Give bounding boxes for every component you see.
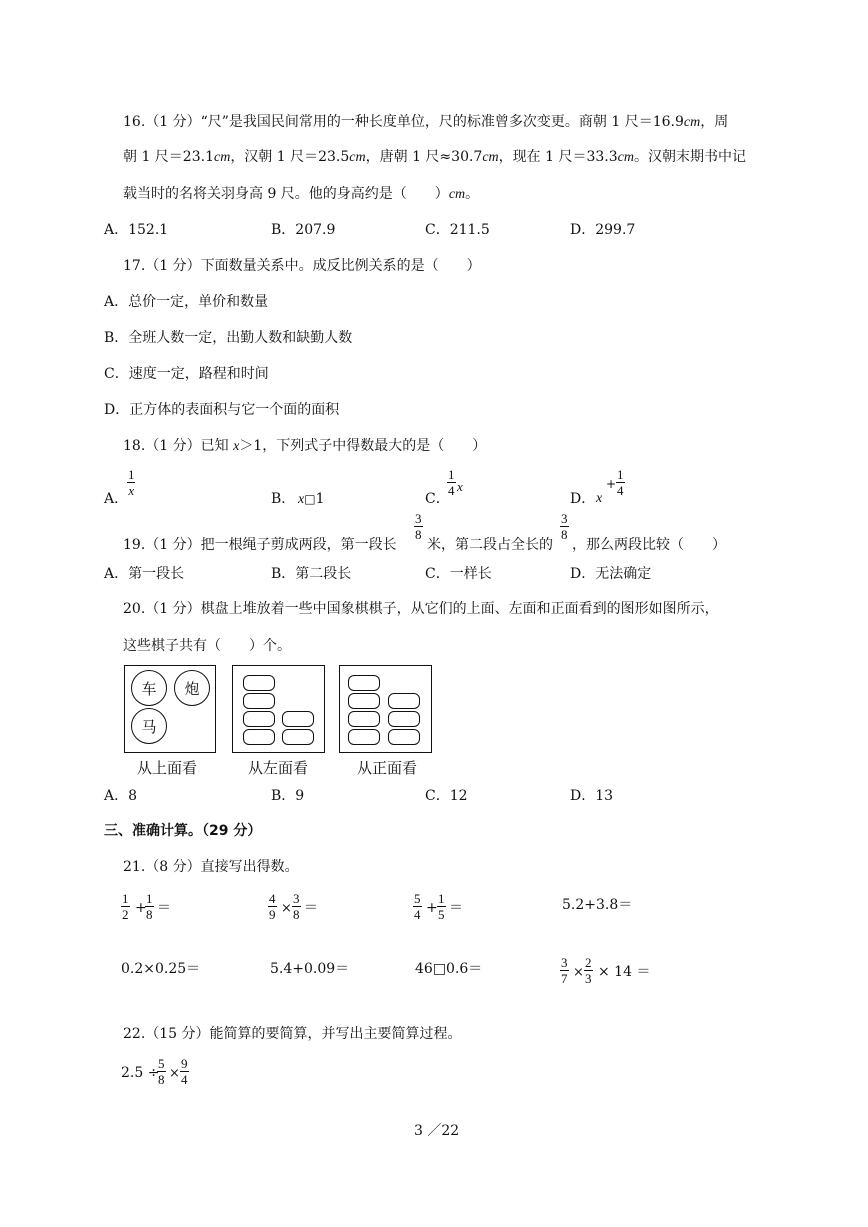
q20-option-b[interactable]: B．9 — [271, 788, 305, 804]
stacked-piece — [243, 693, 275, 709]
fraction: 1 8 — [146, 891, 153, 922]
stacked-piece — [282, 729, 314, 745]
q17-option-d[interactable]: D．正方体的表面积与它一个面的面积 — [104, 402, 340, 418]
stacked-piece — [348, 711, 380, 727]
page-number: 3 ／22 — [414, 1123, 460, 1139]
fraction: 9 4 — [181, 1056, 188, 1087]
fraction: 5 4 — [414, 891, 421, 922]
q18-c-fraction: 1 4 — [448, 467, 455, 498]
q18-label-c: C． — [425, 491, 450, 507]
stacked-piece — [348, 729, 380, 745]
fraction: 2 3 — [585, 955, 592, 986]
q21-r2-b: 5.4+0.09＝ — [270, 961, 350, 977]
q19-option-b[interactable]: B．第二段长 — [271, 566, 352, 582]
q21-stem: 21.（8 分）直接写出得数。 — [123, 859, 299, 875]
q20-option-a[interactable]: A．8 — [104, 788, 138, 804]
q17-option-c[interactable]: C．速度一定，路程和时间 — [104, 366, 269, 382]
section-heading: 三、准确计算。（29 分） — [104, 823, 262, 839]
left-view-figure — [232, 665, 325, 753]
times-sign: × — [573, 965, 584, 980]
q20-option-d[interactable]: D．13 — [570, 788, 614, 804]
q19-fraction-1: 3 8 — [415, 511, 422, 542]
q20-option-c[interactable]: C．12 — [425, 788, 468, 804]
equals-sign: ＝ — [157, 900, 171, 916]
q17-stem: 17.（1 分）下面数量关系中。成反比例关系的是（ ） — [123, 258, 481, 274]
q18-label-b: B． — [271, 491, 296, 507]
q19-stem-c: ，那么两段比较（ ） — [572, 537, 726, 553]
q19-option-d[interactable]: D．无法确定 — [570, 566, 652, 582]
stacked-piece — [243, 729, 275, 745]
front-view-figure — [339, 665, 432, 753]
caption-left-view: 从左面看 — [248, 759, 309, 777]
stacked-piece — [388, 711, 420, 727]
q19-option-c[interactable]: C．一样长 — [425, 566, 492, 582]
q18-label-d: D． — [570, 491, 596, 507]
q18-stem: 18.（1 分）已知 x＞1，下列式子中得数最大的是（ ） — [123, 438, 487, 454]
stacked-piece — [243, 675, 275, 691]
top-view-figure — [124, 665, 216, 753]
times-sign: × — [281, 901, 292, 916]
q17-option-b[interactable]: B．全班人数一定，出勤人数和缺勤人数 — [104, 330, 353, 346]
q19-option-a[interactable]: A．第一段长 — [104, 566, 185, 582]
q16-option-d[interactable]: D．299.7 — [570, 222, 636, 238]
q16-option-c[interactable]: C．211.5 — [425, 222, 490, 238]
q18-d-x: x — [596, 491, 603, 506]
stacked-piece — [348, 675, 380, 691]
chess-piece-che — [131, 670, 167, 706]
equals-sign: ＝ — [304, 900, 318, 916]
q19-stem-b: 米，第二段占全长的 — [427, 537, 553, 553]
stacked-piece — [388, 729, 420, 745]
fraction: 1 5 — [438, 891, 445, 922]
stacked-piece — [388, 693, 420, 709]
fraction: 1 2 — [122, 891, 129, 922]
plus-sign: + — [135, 900, 147, 916]
q18-label-a: A． — [104, 491, 129, 507]
equals-sign: ＝ — [449, 900, 463, 916]
q16-option-a[interactable]: A．152.1 — [104, 222, 169, 238]
piece-label-che: 车 — [141, 679, 157, 698]
fraction: 3 7 — [561, 955, 568, 986]
expression-lead: 2.5 ÷ — [121, 1065, 160, 1081]
plus-sign: + — [426, 900, 438, 916]
stacked-piece — [348, 693, 380, 709]
fraction: 5 8 — [158, 1056, 165, 1087]
q17-option-a[interactable]: A．总价一定，单价和数量 — [104, 294, 269, 310]
stacked-piece — [282, 711, 314, 727]
caption-front-view: 从正面看 — [357, 759, 418, 777]
q16-line3: 载当时的名将关羽身高 9 尺。他的身高约是（ ）cm。 — [123, 186, 480, 202]
q16-line2: 朝 1 尺＝23.1cm，汉朝 1 尺＝23.5cm，唐朝 1 尺≈30.7cm，现在 1 尺＝33.3cm。汉朝末期书中记 — [123, 149, 746, 165]
piece-label-ma: 马 — [141, 717, 157, 736]
fraction: 3 8 — [293, 891, 300, 922]
times-sign: × — [169, 1066, 180, 1081]
expression-tail: × 14 ＝ — [598, 964, 651, 980]
chess-piece-pao — [174, 670, 210, 706]
q21-r2-a: 0.2×0.25＝ — [121, 961, 201, 977]
fraction: 4 9 — [269, 891, 276, 922]
q18-d-fraction: 1 4 — [617, 467, 624, 498]
chess-piece-ma — [131, 708, 167, 744]
q19-stem-a: 19.（1 分）把一根绳子剪成两段，第一段长 — [123, 537, 397, 553]
q18-b-expression: x□1 — [298, 491, 325, 507]
q18-a-fraction: 1 x — [128, 467, 135, 498]
q21-r1-d: 5.2+3.8＝ — [562, 897, 633, 913]
q20-line1: 20.（1 分）棋盘上堆放着一些中国象棋棋子，从它们的上面、左面和正面看到的图形如图所示， — [123, 601, 719, 617]
q19-fraction-2: 3 8 — [561, 511, 568, 542]
q21-r2-c: 46□0.6＝ — [415, 961, 483, 977]
q22-stem: 22.（15 分）能简算的要简算，并写出主要简算过程。 — [123, 1026, 462, 1042]
q16-line1: 16.（1 分）“尺”是我国民间常用的一种长度单位，尺的标准曾多次变更。商朝 1 尺＝16.9cm，周 — [123, 114, 729, 130]
q18-c-x: x — [457, 479, 463, 494]
piece-label-pao: 炮 — [184, 679, 200, 698]
q18-d-plus: + — [606, 477, 617, 491]
q20-line2: 这些棋子共有（ ）个。 — [123, 638, 291, 654]
stacked-piece — [243, 711, 275, 727]
q16-option-b[interactable]: B．207.9 — [271, 222, 336, 238]
caption-top-view: 从上面看 — [137, 759, 198, 777]
